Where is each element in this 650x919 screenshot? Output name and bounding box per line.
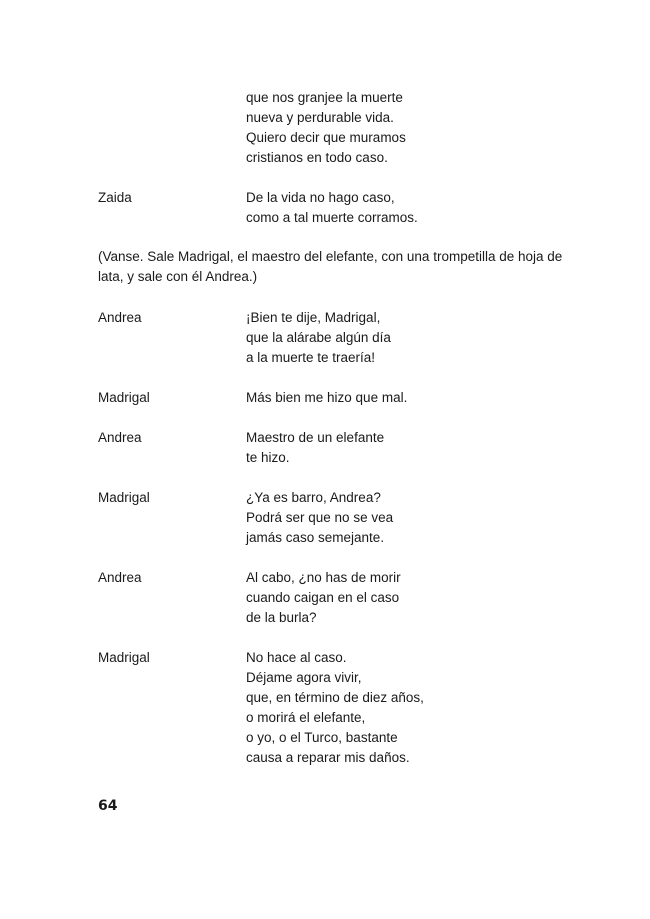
verse-line: Al cabo, ¿no has de morir bbox=[246, 570, 401, 585]
verse-line: No hace al caso. bbox=[246, 650, 347, 665]
speaker-name: Madrigal bbox=[98, 390, 150, 405]
verse-line: Maestro de un elefante bbox=[246, 430, 385, 445]
speaker-name: Zaida bbox=[98, 190, 132, 205]
verse-line: De la vida no hago caso, bbox=[246, 190, 395, 205]
verse-line: ¡Bien te dije, Madrigal, bbox=[246, 310, 381, 325]
verse-line: jamás caso semejante. bbox=[246, 530, 385, 545]
verse-line: Más bien me hizo que mal. bbox=[246, 390, 408, 405]
verse-lines bbox=[246, 388, 407, 408]
verse-line: ¿Ya es barro, Andrea? bbox=[246, 490, 381, 505]
verse-line: que, en término de diez años, bbox=[246, 690, 424, 705]
verse-line: Podrá ser que no se vea bbox=[246, 510, 394, 525]
speaker-name: Madrigal bbox=[98, 490, 150, 505]
verse-lines bbox=[246, 308, 391, 368]
verse-line: o yo, o el Turco, bastante bbox=[246, 730, 398, 745]
verse-line: nueva y perdurable vida. bbox=[246, 110, 394, 125]
verse-line: causa a reparar mis daños. bbox=[246, 750, 410, 765]
verse-line: a la muerte te traería! bbox=[246, 350, 376, 365]
verse-lines bbox=[246, 428, 384, 468]
verse-lines bbox=[246, 488, 393, 548]
verse-line: que nos granjee la muerte bbox=[246, 90, 403, 105]
verse-lines bbox=[246, 188, 418, 228]
verse-lines bbox=[246, 568, 401, 628]
verse-line: de la burla? bbox=[246, 610, 317, 625]
verse-line: o morirá el elefante, bbox=[246, 710, 366, 725]
verse-lines bbox=[246, 88, 406, 168]
stage-direction: (Vanse. Sale Madrigal, el maestro del elefante, con una trompetilla de hoja de lata, y sale con él Andrea.) bbox=[98, 249, 563, 284]
verse-line: que la alárabe algún día bbox=[246, 330, 391, 345]
speaker-name: Madrigal bbox=[98, 650, 150, 665]
verse-line: cuando caigan en el caso bbox=[246, 590, 400, 605]
verse-line: cristianos en todo caso. bbox=[246, 150, 388, 165]
verse-line: Quiero decir que muramos bbox=[246, 130, 406, 145]
speaker-name: Andrea bbox=[98, 430, 142, 445]
page-number: 64 bbox=[98, 798, 118, 814]
verse-line: Déjame agora vivir, bbox=[246, 670, 362, 685]
verse-line: te hizo. bbox=[246, 450, 290, 465]
verse-line: como a tal muerte corramos. bbox=[246, 210, 418, 225]
speaker-name: Andrea bbox=[98, 310, 142, 325]
speaker-name: Andrea bbox=[98, 570, 142, 585]
verse-lines bbox=[246, 648, 424, 768]
